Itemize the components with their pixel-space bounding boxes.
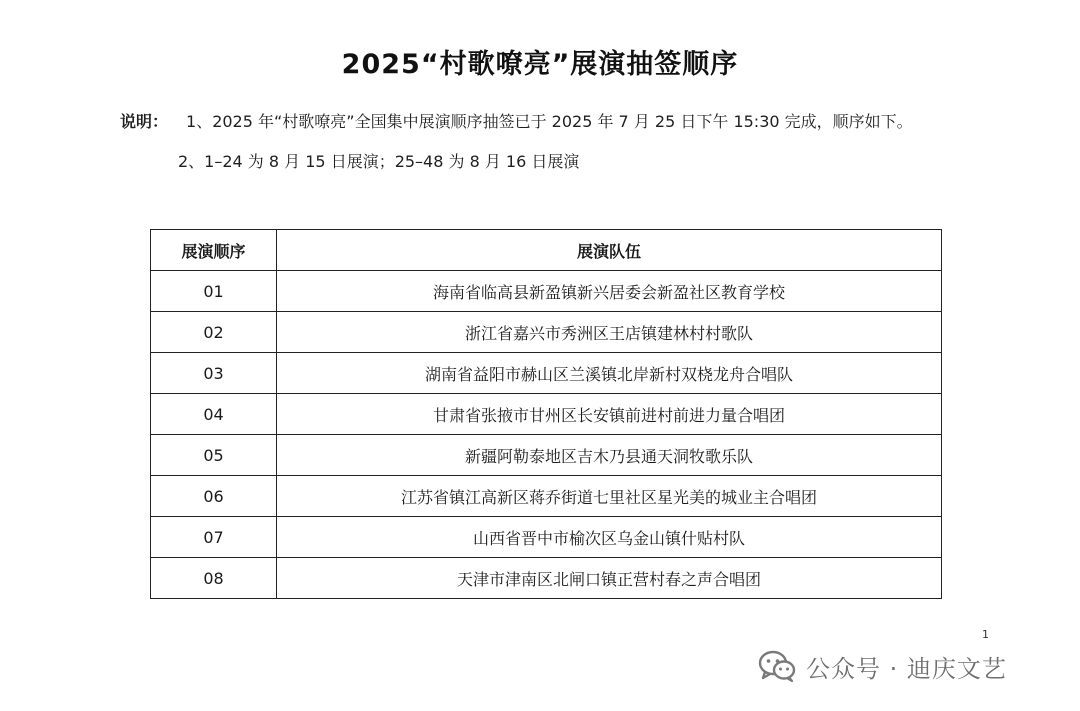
table-row [151,394,942,435]
team-cell: 新疆阿勒泰地区吉木乃县通天洞牧歌乐队 [277,435,942,476]
table-row [151,435,942,476]
table-row [151,558,942,599]
team-cell: 山西省晋中市榆次区乌金山镇什贴村队 [277,517,942,558]
note-line-1 [120,109,913,132]
order-cell: 07 [151,517,277,558]
page-number: 1 [982,628,989,641]
note-line-2: 2、1–24 为 8 月 15 日展演；25–48 为 8 月 16 日展演 [178,152,580,171]
note-text-1: 1、2025 年“村歌嘹亮”全国集中展演顺序抽签已于 2025 年 7 月 25 日下午 15:30 完成，顺序如下。 [186,112,913,131]
order-cell: 05 [151,435,277,476]
table-row [151,312,942,353]
order-cell: 08 [151,558,277,599]
table-header-row [151,230,942,271]
wechat-icon [758,650,796,682]
table-row [151,353,942,394]
team-cell: 江苏省镇江高新区蒋乔街道七里社区星光美的城业主合唱团 [277,476,942,517]
team-cell: 湖南省益阳市赫山区兰溪镇北岸新村双桡龙舟合唱队 [277,353,942,394]
table-row [151,271,942,312]
order-cell: 04 [151,394,277,435]
column-header-order: 展演顺序 [151,230,277,271]
order-cell: 03 [151,353,277,394]
team-cell: 海南省临高县新盈镇新兴居委会新盈社区教育学校 [277,271,942,312]
team-cell: 天津市津南区北闸口镇正营村春之声合唱团 [277,558,942,599]
column-header-team: 展演队伍 [277,230,942,271]
watermark [758,648,1007,684]
team-cell: 甘肃省张掖市甘州区长安镇前进村前进力量合唱团 [277,394,942,435]
table-row [151,476,942,517]
order-cell: 01 [151,271,277,312]
watermark-text: 公众号 · 迪庆文艺 [806,654,1007,683]
order-cell: 06 [151,476,277,517]
document-title: 2025“村歌嘹亮”展演抽签顺序 [341,49,739,80]
performance-order-table [150,229,942,599]
note-label: 说明： [120,112,169,131]
table-row [151,517,942,558]
team-cell: 浙江省嘉兴市秀洲区王店镇建林村村歌队 [277,312,942,353]
order-cell: 02 [151,312,277,353]
